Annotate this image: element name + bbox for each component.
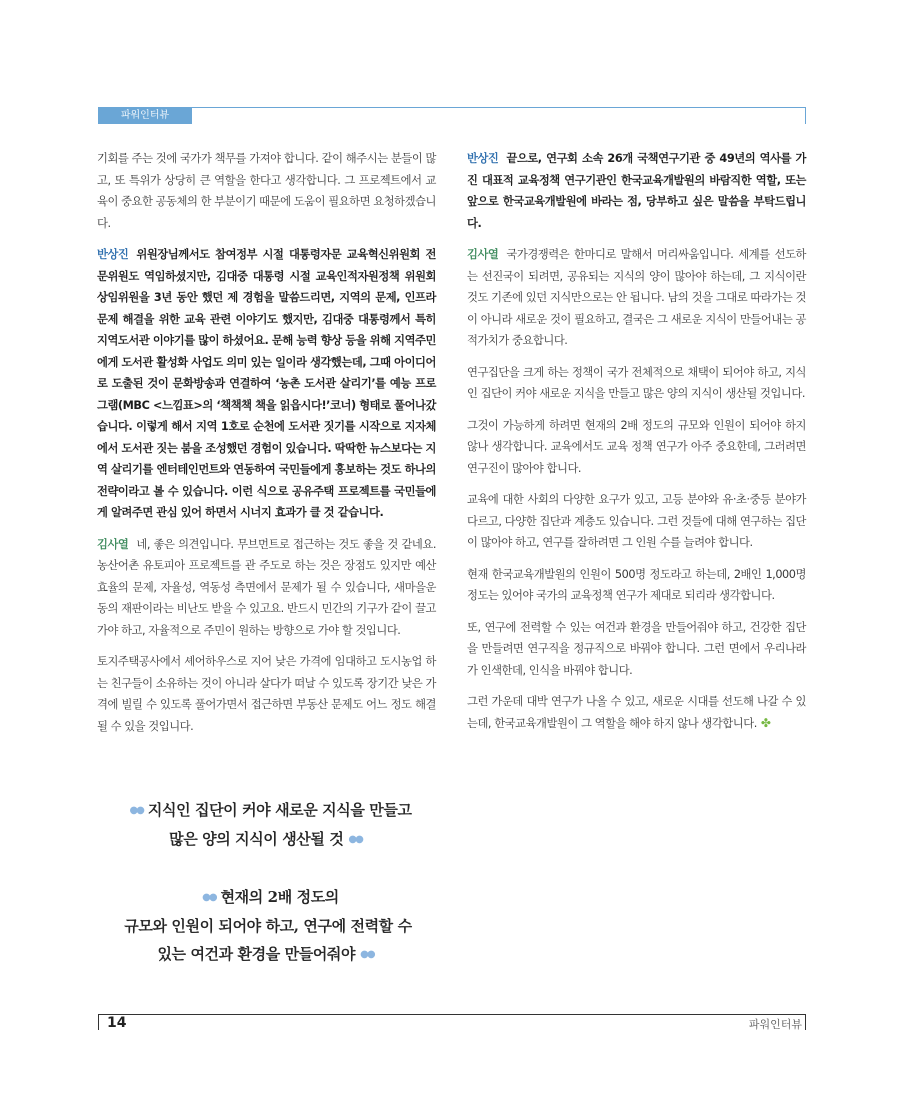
clover-end-icon: ✤ <box>760 715 771 730</box>
quote-open-icon: ●● <box>129 805 143 816</box>
footer-rule-end <box>805 1014 806 1030</box>
pull-quote-2: ●● 현재의 2배 정도의 규모와 인원이 되어야 하고, 연구에 전력할 수 있는 여건과 환경을 만들어줘야 ●● <box>124 888 412 963</box>
footer-rule <box>98 1014 805 1015</box>
speaker-name: 김사열 <box>97 537 129 551</box>
paragraph: 현재 한국교육개발원의 인원이 500명 정도라고 하는데, 2배인 1,000명 정도는 있어야 국가의 교육정책 연구가 제대로 되리라 생각합니다. <box>467 567 806 602</box>
footer-rule-start <box>98 1014 99 1030</box>
paragraph: 교육에 대한 사회의 다양한 요구가 있고, 고등 분야와 유·초·중등 분야가 다르고, 다양한 집단과 계층도 있습니다. 그런 것들에 대해 연구하는 집단이 많아야 하고, 연구를 잘하려면 그 인원 수를 늘려야 합니다. <box>467 493 806 549</box>
left-column <box>97 148 436 747</box>
page-number: 14 <box>107 1015 127 1031</box>
paragraph: 토지주택공사에서 셰어하우스로 지어 낮은 가격에 임대하고 도시농업 하는 친구들이 소유하는 것이 아니라 살다가 떠날 수 있도록 장기간 낮은 가격에 빌릴 수 있도록 풀어가면서 접근하면 부동산 문제도 어느 정도 해결될 수 있을 것입니다. <box>97 655 436 733</box>
question-paragraph: 반상진 위원장님께서도 참여정부 시절 대통령자문 교육혁신위원회 전문위원도 역임하셨지만, 김대중 대통령 시절 교육인적자원정책 위원회 상임위원을 3년 동안 했던 제 경험을 말씀드리면, 지역의 문제, 인프라 문제 해결을 위한 교육 관련 이야기도 했지만, 김대중 대통령께서 특히 지역도서관 이야기를 많이 하셨어요. 문해 능력 향상 등을 위해 지역주민에게 도서관 활성화 사업도 의미 있는 일이라 생각했는데, 그때 아이디어로 도출된 것이 문화방송과 연결하여 ‘농촌 도서관 살리기’를 예능 프로그램(MBC <느낌표>의 ‘책책책 책을 읽읍시다!’코너) 형태로 풀어나갔습니다. 이렇게 해서 지역 1호로 순천에 도서관 짓기를 시작으로 지자체에서 도서관 짓는 붐을 조성했던 경험이 있습니다. 딱딱한 뉴스보다는 지역 살리기를 엔터테인먼트와 연동하여 국민들에게 홍보하는 것도 하나의 전략이라고 볼 수 있습니다. 이런 식으로 공유주택 프로젝트를 국민들에게 알려주면 관심 있어 하면서 시너지 효과가 클 것 같습니다. <box>97 248 436 519</box>
header-rule-end <box>805 107 806 124</box>
quote-close-icon: ●● <box>348 834 362 845</box>
paragraph: 또, 연구에 전력할 수 있는 여건과 환경을 만들어줘야 하고, 건강한 집단을 만들려면 연구직을 정규직으로 바꿔야 합니다. 그런 면에서 우리나라가 인색한데, 인식을 바꿔야 합니다. <box>467 620 806 677</box>
header-rule <box>98 107 805 108</box>
footer-section-label: 파워인터뷰 <box>748 1018 802 1031</box>
answer-paragraph: 김사열 네, 좋은 의견입니다. 무브먼트로 접근하는 것도 좋을 것 같네요. 농산어촌 유토피아 프로젝트를 관 주도로 하는 것은 장점도 있지만 예산 효율의 문제, 자율성, 역동성 측면에서 문제가 될 수 있습니다, 새마을운동의 재판이라는 비난도 받을 수 있고요. 반드시 민간의 기구가 같이 끌고 가야 하고, 자율적으로 주민이 원하는 방향으로 가야 할 것입니다. <box>97 537 436 637</box>
paragraph: 그런 가운데 대박 연구가 나올 수 있고, 새로운 시대를 선도해 나갈 수 있는데, 한국교육개발원이 그 역할을 해야 하지 않나 생각합니다. ✤ <box>467 695 806 730</box>
speaker-name: 반상진 <box>467 152 499 165</box>
speaker-name: 김사열 <box>467 248 499 261</box>
paragraph: 연구집단을 크게 하는 정책이 국가 전체적으로 채택이 되어야 하고, 지식인 집단이 커야 새로운 지식을 만들고 많은 양의 지식이 생산될 것입니다. <box>467 365 806 400</box>
pull-quote-1: ●● 지식인 집단이 커야 새로운 지식을 만들고 많은 양의 지식이 생산될 것 ●● <box>129 801 412 848</box>
paragraph: 그것이 가능하게 하려면 현재의 2배 정도의 규모와 인원이 되어야 하지 않나 생각합니다. 교육에서도 교육 정책 연구가 아주 중요한데, 그러려면 연구진이 많아야 합니다. <box>467 418 806 475</box>
speaker-name: 반상진 <box>97 248 129 261</box>
question-paragraph: 반상진 끝으로, 연구회 소속 26개 국책연구기관 중 49년의 역사를 가진 대표적 교육정책 연구기관인 한국교육개발원의 바람직한 역할, 또는 앞으로 한국교육개발원에 바라는 점, 당부하고 싶은 말씀을 부탁드립니다. <box>467 152 806 230</box>
right-column <box>467 148 806 744</box>
section-tab: 파워인터뷰 <box>98 107 192 124</box>
paragraph: 기회를 주는 것에 국가가 책무를 가져야 합니다. 같이 해주시는 분들이 많고, 또 특위가 상당히 큰 역할을 한다고 생각합니다. 그 프로젝트에서 교육이 중요한 공동체의 한 부분이기 때문에 도움이 필요하면 요청하겠습니다. <box>97 152 437 230</box>
quote-open-icon: ●● <box>202 892 216 903</box>
quote-close-icon: ●● <box>360 949 374 960</box>
answer-paragraph: 김사열 국가경쟁력은 한마디로 말해서 머리싸움입니다. 세계를 선도하는 선진국이 되려면, 공유되는 지식의 양이 많아야 하는데, 그 지식이란 것도 기존에 있던 지식만으로는 안 됩니다. 남의 것을 그대로 따라가는 것이 아니라 새로운 것이 필요하고, 결국은 그 새로운 지식이 만들어내는 공적가치가 중요합니다. <box>467 248 806 347</box>
